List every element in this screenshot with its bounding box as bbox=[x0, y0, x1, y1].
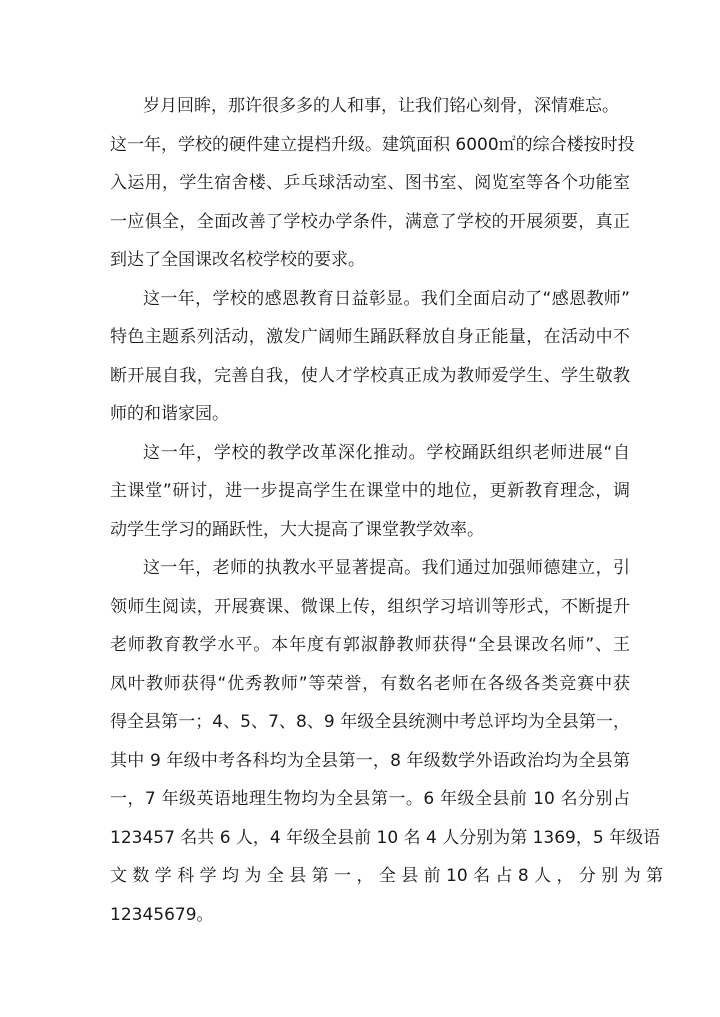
paragraph-1-line-3: 入运用，学生宿舍楼、乒乓球活动室、图书室、阅览室等各个功能室 bbox=[110, 173, 630, 193]
paragraph-2-line-1: 这一年，学校的感恩教育日益彰显。我们全面启动了“感恩教师” bbox=[143, 288, 630, 309]
paragraph-4-line-8: 123457 名共 6 人，4 年级全县前 10 名 4 人分别为第 1369，5 年级语 bbox=[110, 827, 661, 848]
paragraph-1-line-4: 一应俱全，全面改善了学校办学条件，满意了学校的开展须要，真正 bbox=[110, 211, 630, 232]
paragraph-4-line-9: 文 数 学 科 学 均 为 全 县 第 一 ， 全 县 前 10 名 占 8 人 ， 分 别 为 第 bbox=[110, 866, 664, 886]
paragraph-4-line-3: 老师教育教学水平。本年度有郭淑静教师获得“全县课改名师”、王 bbox=[110, 635, 630, 655]
paragraph-4-line-4: 凤叶教师获得“优秀教师”等荣誉，有数名老师在各级各类竞赛中获 bbox=[110, 673, 630, 694]
paragraph-4-line-7: 一，7 年级英语地理生物均为全县第一。6 年级全县前 10 名分别占 bbox=[110, 789, 630, 809]
paragraph-4-line-2: 领师生阅读，开展赛课、微课上传，组织学习培训等形式，不断提升 bbox=[110, 596, 630, 617]
paragraph-1-line-5: 到达了全国课改名校学校的要求。 bbox=[110, 250, 365, 270]
paragraph-4-line-10: 12345679。 bbox=[110, 904, 214, 925]
paragraph-4-line-5: 得全县第一；4、5、7、8、9 年级全县统测中考总评均为全县第一， bbox=[110, 712, 630, 732]
paragraph-1-line-2: 这一年，学校的硬件建立提档升级。建筑面积 6000㎡的综合楼按时投 bbox=[110, 134, 635, 155]
paragraph-3-line-3: 动学生学习的踊跃性，大大提高了课堂教学效率。 bbox=[110, 519, 484, 540]
paragraph-3-line-1: 这一年，学校的教学改革深化推动。学校踊跃组织老师进展“自 bbox=[143, 442, 630, 463]
paragraph-4-line-6: 其中 9 年级中考各科均为全县第一，8 年级数学外语政治均为全县第 bbox=[110, 750, 630, 771]
paragraph-2-line-3: 断开展自我，完善自我，使人才学校真正成为教师爱学生、学生敬教 bbox=[110, 365, 630, 386]
document-body bbox=[110, 87, 664, 934]
paragraph-3-line-2: 主课堂”研讨，进一步提高学生在课堂中的地位，更新教育理念，调 bbox=[110, 481, 630, 501]
paragraph-4-line-1: 这一年，老师的执教水平显著提高。我们通过加强师德建立，引 bbox=[143, 558, 630, 578]
paragraph-2-line-4: 师的和谐家园。 bbox=[110, 404, 229, 424]
paragraph-2-line-2: 特色主题系列活动，激发广阔师生踊跃释放自身正能量，在活动中不 bbox=[110, 327, 630, 347]
paragraph-1-line-1: 岁月回眸，那许很多多的人和事，让我们铭心刻骨，深情难忘。 bbox=[143, 96, 619, 116]
